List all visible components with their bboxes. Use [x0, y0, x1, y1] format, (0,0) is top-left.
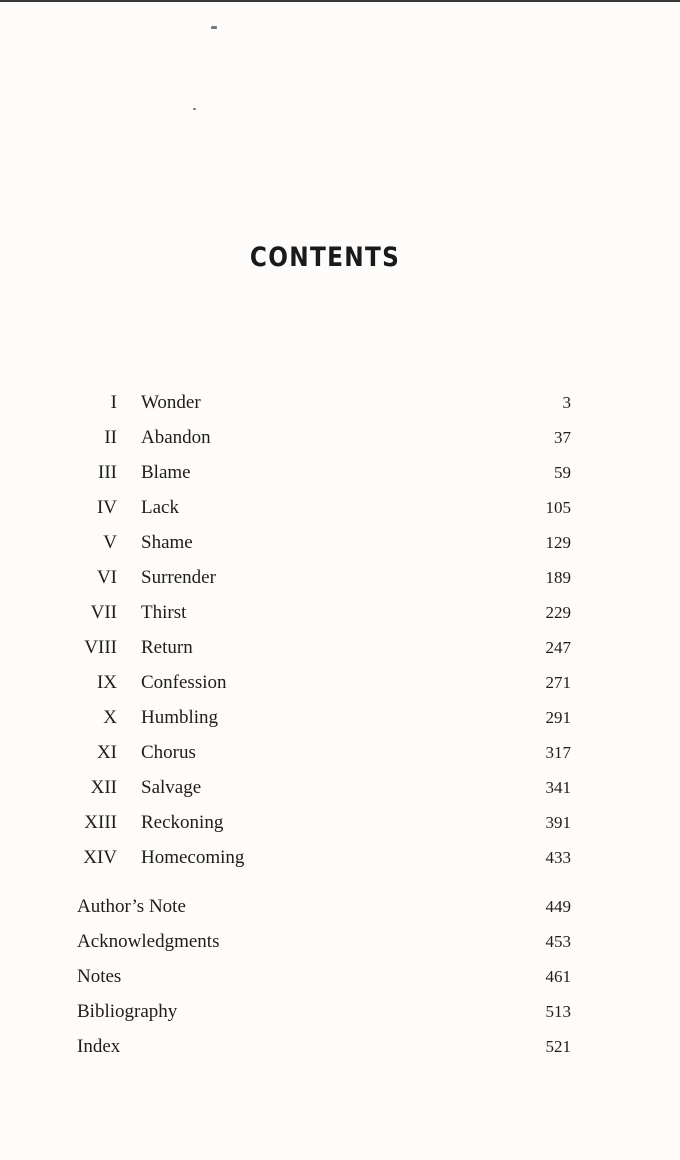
- page-number: 129: [545, 533, 571, 552]
- chapter-numeral: VIII: [84, 637, 117, 658]
- toc-chapter-row: [0, 493, 680, 523]
- chapter-title: Homecoming: [141, 847, 245, 868]
- toc-chapter-row: [0, 703, 680, 733]
- page-top-edge: [0, 0, 680, 2]
- toc-chapter-row: [0, 458, 680, 488]
- toc-chapter-row: [0, 598, 680, 628]
- chapter-title: Confession: [141, 672, 227, 693]
- paper-speck: [193, 108, 196, 110]
- toc-chapter-row: [0, 528, 680, 558]
- back-matter-title: Notes: [77, 966, 122, 987]
- chapter-numeral: XI: [96, 742, 117, 763]
- chapter-title: Blame: [141, 462, 191, 483]
- page-number: 105: [545, 498, 571, 517]
- page-number: 291: [545, 708, 571, 727]
- toc-back-matter-row: [0, 927, 680, 957]
- toc-back-matter-row: [0, 892, 680, 922]
- toc-chapter-row: [0, 843, 680, 873]
- chapter-numeral: IV: [96, 497, 117, 518]
- page-number: 521: [545, 1037, 571, 1056]
- chapter-numeral: III: [98, 462, 117, 483]
- toc-chapter-row: [0, 738, 680, 768]
- toc-chapter-row: [0, 773, 680, 803]
- toc-chapter-row: [0, 388, 680, 418]
- chapter-title: Shame: [141, 532, 193, 553]
- chapter-title: Wonder: [141, 392, 201, 413]
- chapter-title: Lack: [141, 497, 179, 518]
- paper-speck: [211, 26, 217, 29]
- chapter-title: Chorus: [141, 742, 196, 763]
- page-number: 433: [545, 848, 571, 867]
- page-number: 341: [545, 778, 571, 797]
- chapter-numeral: XII: [90, 777, 117, 798]
- toc-chapter-row: [0, 668, 680, 698]
- page-number: 247: [545, 638, 571, 657]
- toc-back-matter-row: [0, 962, 680, 992]
- chapter-title: Surrender: [141, 567, 216, 588]
- chapter-numeral: I: [110, 392, 117, 413]
- page-number: 59: [554, 463, 571, 482]
- chapter-title: Reckoning: [141, 812, 224, 833]
- page-number: 189: [545, 568, 571, 587]
- toc-back-matter-row: [0, 997, 680, 1027]
- page-number: 453: [545, 932, 571, 951]
- chapter-title: Thirst: [141, 602, 187, 623]
- back-matter-title: Index: [77, 1036, 121, 1057]
- page-number: 513: [545, 1002, 571, 1021]
- chapter-title: Humbling: [141, 707, 219, 728]
- chapter-numeral: II: [104, 427, 117, 448]
- toc-back-matter-row: [0, 1032, 680, 1062]
- chapter-title: Return: [141, 637, 193, 658]
- chapter-numeral: IX: [96, 672, 117, 693]
- chapter-numeral: V: [103, 532, 117, 553]
- back-matter-title: Acknowledgments: [77, 931, 220, 952]
- page-number: 449: [545, 897, 571, 916]
- page-number: 271: [545, 673, 571, 692]
- back-matter-title: Author’s Note: [77, 896, 186, 917]
- toc-chapter-row: [0, 423, 680, 453]
- page-number: 461: [545, 967, 571, 986]
- page-number: 37: [554, 428, 571, 447]
- toc-chapter-row: [0, 633, 680, 663]
- page-number: 391: [545, 813, 571, 832]
- chapter-numeral: XIV: [83, 847, 117, 868]
- toc-chapter-row: [0, 808, 680, 838]
- page-number: 3: [562, 393, 571, 412]
- chapter-numeral: VI: [96, 567, 117, 588]
- chapter-title: Abandon: [141, 427, 211, 448]
- page-title: CONTENTS: [249, 242, 401, 273]
- chapter-numeral: VII: [90, 602, 117, 623]
- toc-chapter-row: [0, 563, 680, 593]
- chapter-title: Salvage: [141, 777, 202, 798]
- back-matter-title: Bibliography: [77, 1001, 178, 1022]
- page-number: 317: [545, 743, 571, 762]
- page-number: 229: [545, 603, 571, 622]
- chapter-numeral: XIII: [84, 812, 117, 833]
- chapter-numeral: X: [103, 707, 117, 728]
